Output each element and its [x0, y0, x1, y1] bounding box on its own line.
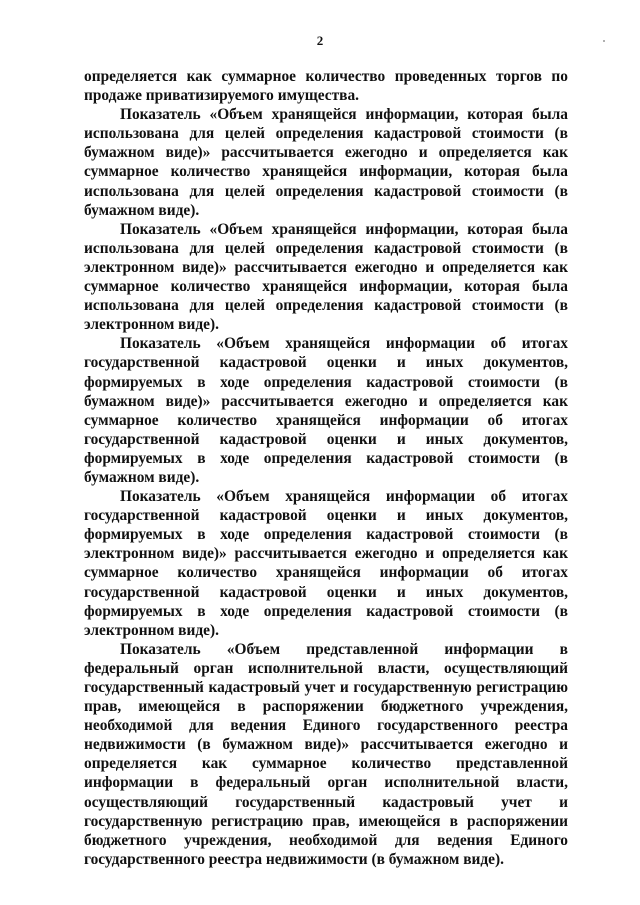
- paragraph-continuation: определяется как суммарное количество проведенных торгов по продаже приватизируемого имущества.: [84, 68, 568, 105]
- paragraph-indicator-electronic-assessment-results: Показатель «Объем хранящейся информации об итогах государственной кадастровой оценки и иных документов, формируемых в ходе определения кадастровой стоимости (в электронном виде)» рассчитывается ежегодно и определяется как суммарное количество хранящейся информации об итогах государственной кадастровой оценки и иных документов, формируемых в ходе определения кадастровой стоимости (в электронном виде).: [84, 488, 568, 639]
- paragraph-indicator-electronic-valuation-info: Показатель «Объем хранящейся информации, которая была использована для целей определения кадастровой стоимости (в электронном виде)» рассчитывается ежегодно и определяется как суммарное количество хранящейся информации, которая была использована для целей определения кадастровой стоимости (в электронном виде).: [84, 220, 568, 334]
- page-number: 2: [316, 33, 324, 48]
- body-text: [84, 67, 568, 869]
- paragraph-indicator-paper-assessment-results: Показатель «Объем хранящейся информации об итогах государственной кадастровой оценки и иных документов, формируемых в ходе определения кадастровой стоимости (в бумажном виде)» рассчитывается ежегодно и определяется как суммарное количество хранящейся информации об итогах государственной кадастровой оценки и иных документов, формируемых в ходе определения кадастровой стоимости (в бумажном виде).: [84, 335, 568, 486]
- paragraph-indicator-registry-info-paper: Показатель «Объем представленной информации в федеральный орган исполнительной власти, осуществляющий государственный кадастровый учет и государственную регистрацию прав, имеющейся в распоряжении бюджетного учреждения, необходимой для ведения Единого государственного реестра недвижимости (в бумажном виде)» рассчитывается ежегодно и определяется как суммарное количество представленной информации в федеральный орган исполнительной власти, осуществляющий государственный кадастровый учет и государственную регистрацию прав, имеющейся в распоряжении бюджетного учреждения, необходимой для ведения Единого государственного реестра недвижимости (в бумажном виде).: [84, 640, 568, 868]
- paragraph-indicator-paper-valuation-info: Показатель «Объем хранящейся информации, которая была использована для целей определения кадастровой стоимости (в бумажном виде)» рассчитывается ежегодно и определяется как суммарное количество хранящейся информации, которая была использована для целей определения кадастровой стоимости (в бумажном виде).: [84, 106, 568, 219]
